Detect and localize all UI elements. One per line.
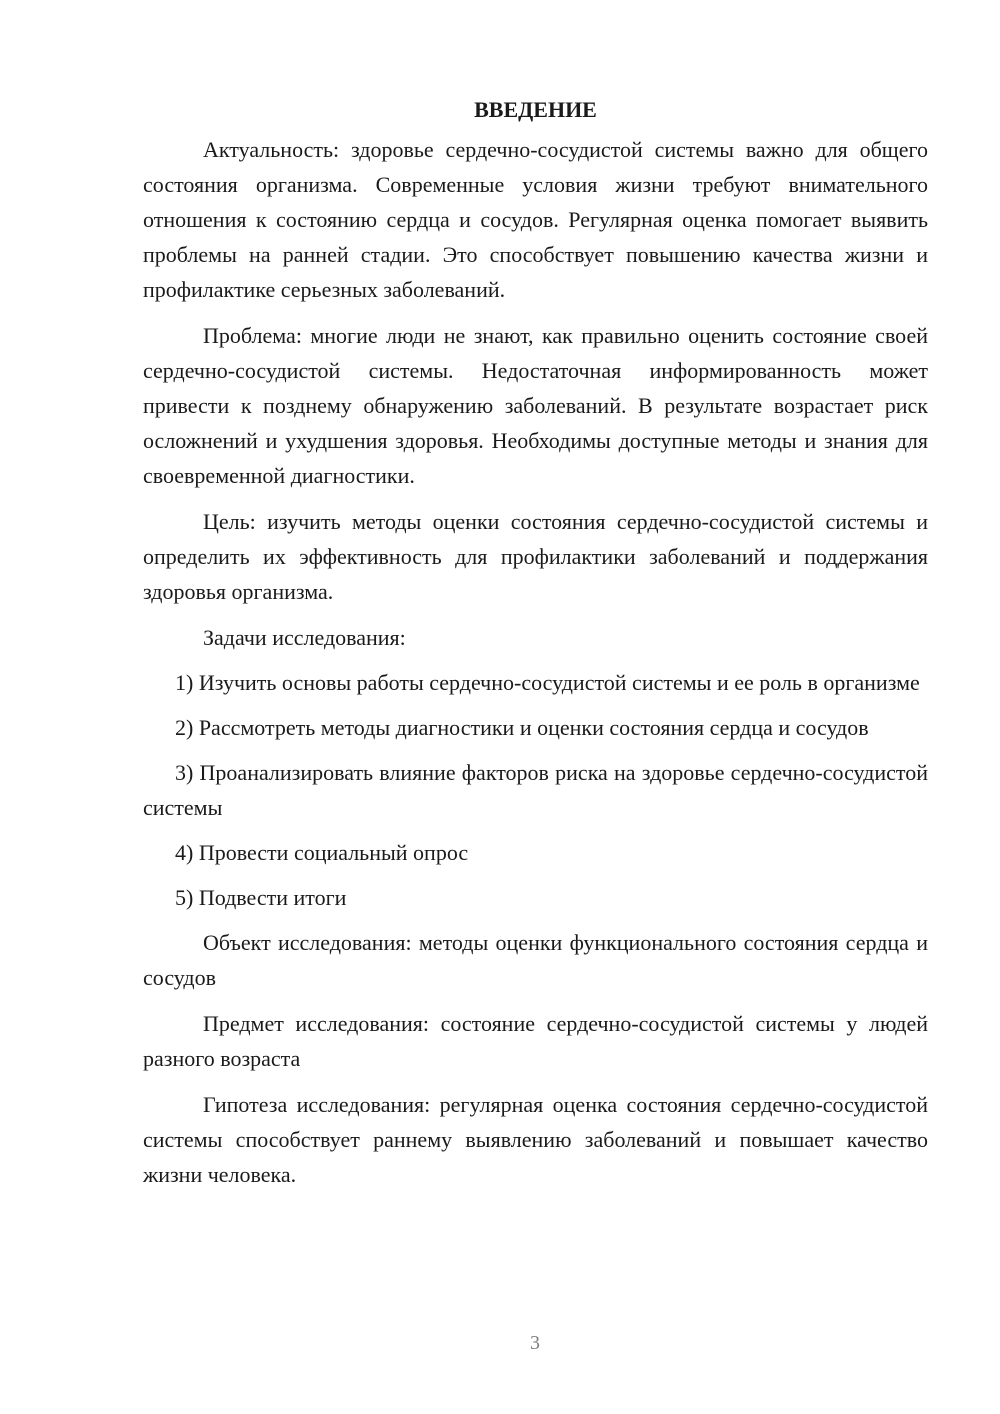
page-number: 3 [530,1332,540,1354]
problem-paragraph: Проблема: многие люди не знают, как правильно оценить состояние своей сердечно-сосудистой системы. Недостаточная информированность может привести к позднему обнаружению заболеваний. В результате возрастает риск осложнений и ухудшения здоровья. Необходимы доступные методы и знания для своевременной диагностики. [143,323,928,488]
task-item: 1) Изучить основы работы сердечно-сосудистой системы и ее роль в организме [175,670,920,695]
object-paragraph: Объект исследования: методы оценки функционального состояния сердца и сосудов [143,930,928,990]
relevance-paragraph: Актуальность: здоровье сердечно-сосудистой системы важно для общего состояния организма. Современные условия жизни требуют внимательного отношения к состоянию сердца и сосудов. Регулярная оценка помогает выявить проблемы на ранней стадии. Это способствует повышению качества жизни и профилактике серьезных заболеваний. [143,137,928,302]
task-item: 3) Проанализировать влияние факторов риска на здоровье сердечно-сосудистой системы [143,760,928,820]
task-item: 5) Подвести итоги [175,885,347,910]
document-body [143,93,928,1203]
task-item: 4) Провести социальный опрос [175,840,469,865]
goal-paragraph: Цель: изучить методы оценки состояния сердечно-сосудистой системы и определить их эффективность для профилактики заболеваний и поддержания здоровья организма. [143,509,928,604]
hypothesis-paragraph: Гипотеза исследования: регулярная оценка состояния сердечно-сосудистой системы способствует раннему выявлению заболеваний и повышает качество жизни человека. [143,1092,928,1187]
task-item: 2) Рассмотреть методы диагностики и оценки состояния сердца и сосудов [175,715,869,740]
section-heading: ВВЕДЕНИЕ [474,97,597,122]
tasks-label: Задачи исследования: [203,625,406,650]
subject-paragraph: Предмет исследования: состояние сердечно-сосудистой системы у людей разного возраста [143,1011,928,1071]
